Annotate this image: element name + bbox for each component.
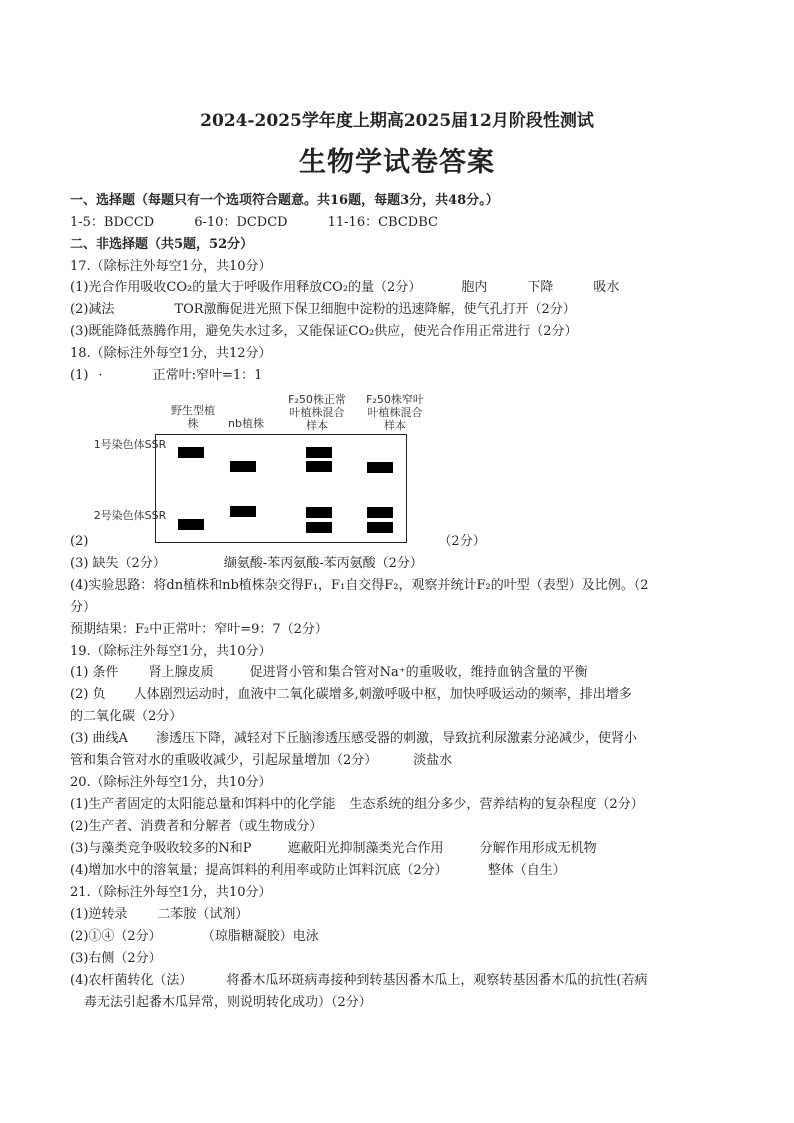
text: (4)农杆菌转化（法） [70,973,193,988]
text: TOR激酶促进光照下保卫细胞中淀粉的迅速降解，使气孔打开（2分） [174,302,576,317]
q17-line3: (3)既能降低蒸腾作用，避免失水过多，又能保证CO₂供应，使光合作用正常进行（2分） [70,324,578,339]
text: 整体（自生） [487,863,566,878]
q18-line3 [70,556,423,572]
q17-line2 [70,302,576,318]
band [306,461,332,472]
q18-line1 [70,368,262,384]
text: (1) 条件 [70,665,119,680]
band [230,461,256,472]
answer-sheet-title: 生物学试卷答案 [299,147,495,178]
text: (2)①④（2分） [70,929,162,944]
text: 肾上腺皮质 [148,665,214,680]
exam-title: 2024-2025学年度上期高2025届12月阶段性测试 [200,111,594,131]
column-label-nb: nb植株 [228,417,264,430]
q20-line3 [70,841,597,857]
q18-line4b: 分） [70,600,97,615]
q18-line2 [70,534,486,550]
q20-line1 [70,797,644,813]
q19-line1 [70,665,588,681]
q17-line1 [70,280,619,296]
band [306,522,332,533]
q21-line4 [70,973,648,989]
text: 正常叶:窄叶=1：1 [152,368,263,383]
text: · [98,368,103,383]
text: (2) 负 [70,687,106,702]
text: 生态系统的组分多少，营养结构的复杂程度（2分） [349,797,644,812]
column-label-f2-narrow: F₂50株窄叶叶植株混合样本 [366,393,424,432]
q21-head: 21.（除标注外每空1分，共10分） [70,885,272,900]
mc-answer-1-5: 1-5：BDCCD [70,215,155,230]
q21-line3: (3)右侧（2分） [70,951,162,966]
q19-line2 [70,687,632,703]
section2-heading: 二、非选择题（共5题，52分） [70,237,254,252]
text: (1)光合作用吸收CO₂的量大于呼吸作用释放CO₂的量（2分） [70,280,422,295]
band [178,447,204,458]
band [230,506,256,517]
text: 吸水 [593,280,620,295]
column-label-wildtype: 野生型植株 [171,404,215,430]
text: (1) [70,368,89,383]
band [178,519,204,530]
text: 淡盐水 [413,753,453,768]
column-label-f2-normal: F₂50株正常叶植株混合样本 [288,393,346,432]
text: (1)逆转录 [70,907,128,922]
band [306,507,332,518]
text: 分解作用形成无机物 [479,841,597,856]
text: (2)减法 [70,302,115,317]
q21-line1 [70,907,248,923]
text: （琼脂糖凝胶）电泳 [201,929,319,944]
band [367,507,393,518]
q21-line2 [70,929,319,945]
text: 人体剧烈运动时，血液中二氧化碳增多,刺激呼吸中枢，加快呼吸运动的频率，排出增多 [133,687,632,702]
q18-line5: 预期结果：F₂中正常叶：窄叶=9：7（2分） [70,622,328,637]
text: 下降 [527,280,554,295]
text: (4)增加水中的溶氧量；提高饵料的利用率或防止饵料沉底（2分） [70,863,448,878]
q19-head: 19.（除标注外每空1分，共10分） [70,644,272,659]
text: 缬氨酸-苯丙氨酸-苯丙氨酸（2分） [223,556,423,571]
band [367,522,393,533]
text: 促进肾小管和集合管对Na⁺的重吸收，维持血钠含量的平衡 [249,665,588,680]
mc-answers [70,215,438,231]
text: 遮蔽阳光抑制藻类光合作用 [287,841,444,856]
q20-head: 20.（除标注外每空1分，共10分） [70,775,272,790]
text: 二苯胺（试剂） [157,907,249,922]
text: 胞内 [461,280,488,295]
q19-line2b: 的二氧化碳（2分） [70,709,183,724]
q20-line4 [70,863,566,879]
q17-head: 17.（除标注外每空1分，共10分） [70,259,272,274]
q18-line4: (4)实验思路：将dn植株和nb植株杂交得F₁，F₁自交得F₂，观察并统计F₂的叶型（表型）及比例。（2 [70,578,649,593]
text: (3) 曲线A [70,731,128,746]
text: 管和集合管对水的重吸收减少，引起尿量增加（2分） [70,753,378,768]
row-label-chr1: 1号染色体SSR [93,438,167,451]
section1-heading: 一、选择题（每题只有一个选项符合题意。共16题，每题3分，共48分。） [70,193,499,208]
text: 将番木瓜环斑病毒接种到转基因番木瓜上，观察转基因番木瓜的抗性(若病 [226,973,648,988]
mc-answer-6-10: 6-10：DCDCD [194,215,288,230]
q19-line3 [70,731,637,747]
band [367,462,393,473]
band [306,447,332,458]
text: （2分） [438,534,486,549]
text: (3) 缺失（2分） [70,556,166,571]
text: (3)与藻类竞争吸收较多的N和P [70,841,252,856]
mc-answer-11-16: 11-16：CBCDBC [327,215,438,230]
text: (1)生产者固定的太阳能总量和饵料中的化学能 [70,797,336,812]
text: 渗透压下降，减轻对下丘脑渗透压感受器的刺激，导致抗利尿激素分泌减少，使肾小 [155,731,637,746]
row-label-chr2: 2号染色体SSR [93,509,167,522]
q20-line2: (2)生产者、消费者和分解者（或生物成分） [70,819,323,834]
text: (2) [70,534,89,549]
q18-head: 18.（除标注外每空1分，共12分） [70,346,272,361]
q21-line4b: 毒无法引起番木瓜异常，则说明转化成功）（2分） [84,995,372,1010]
q19-line3b [70,753,452,769]
